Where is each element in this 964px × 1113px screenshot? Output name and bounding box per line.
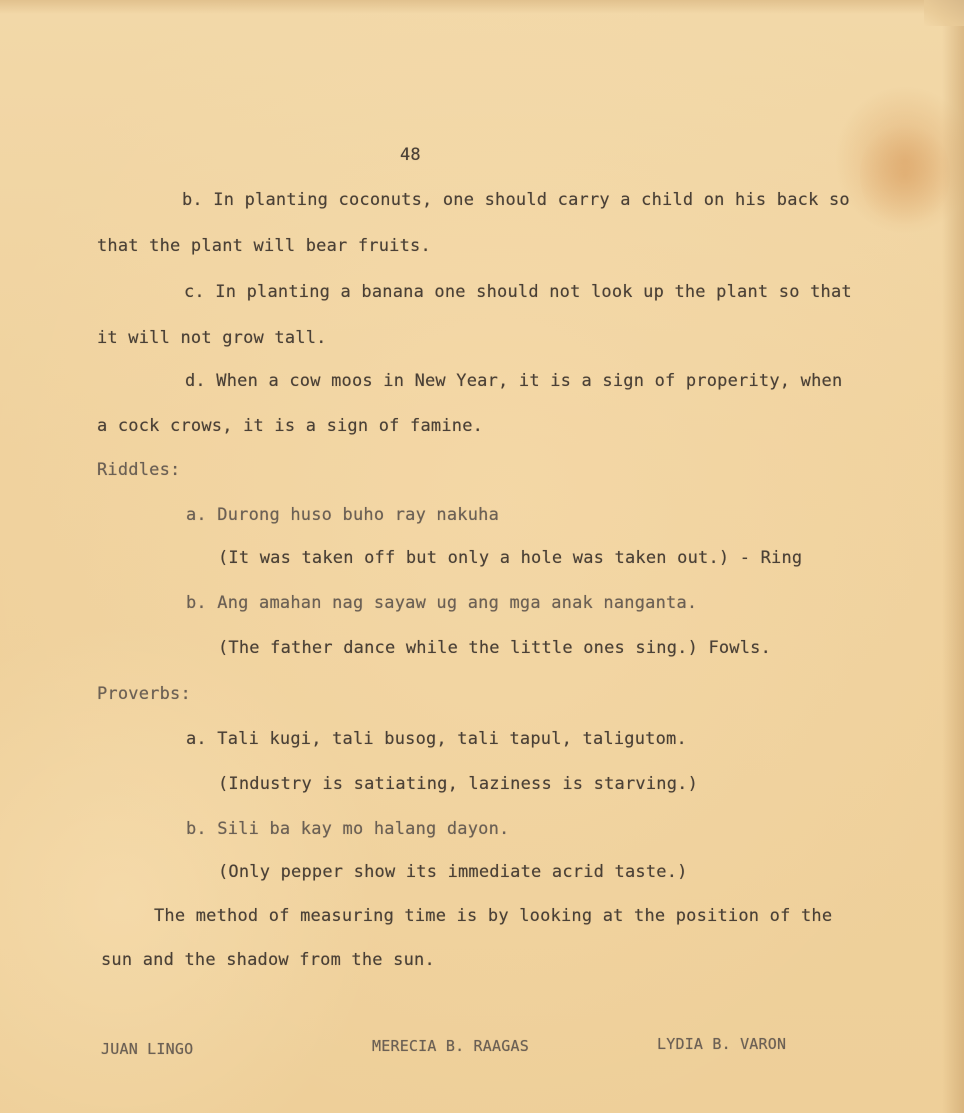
signatory-name: LYDIA B. VARON xyxy=(657,1035,787,1053)
paper-corner-fold xyxy=(924,0,964,26)
riddle-line: (It was taken off but only a hole was taken out.) - Ring xyxy=(218,548,803,568)
belief-line: it will not grow tall. xyxy=(97,328,327,348)
proverb-line: b. Sili ba kay mo halang dayon. xyxy=(186,819,510,839)
belief-line: d. When a cow moos in New Year, it is a sign of properity, when xyxy=(185,371,843,391)
page-number: 48 xyxy=(400,145,421,165)
riddle-line: a. Durong huso buho ray nakuha xyxy=(186,505,500,525)
proverb-line: (Industry is satiating, laziness is starving.) xyxy=(218,774,699,794)
paper-stain xyxy=(860,120,950,230)
riddles-heading: Riddles: xyxy=(97,460,181,480)
proverb-line: a. Tali kugi, tali busog, tali tapul, taligutom. xyxy=(186,729,687,749)
riddle-line: b. Ang amahan nag sayaw ug ang mga anak nanganta. xyxy=(186,593,698,613)
belief-line: a cock crows, it is a sign of famine. xyxy=(97,416,484,436)
signatory-name: JUAN LINGO xyxy=(101,1040,194,1058)
signatory-name: MERECIA B. RAAGAS xyxy=(372,1037,529,1055)
riddle-line: (The father dance while the little ones sing.) Fowls. xyxy=(218,638,772,658)
belief-line: c. In planting a banana one should not look up the plant so that xyxy=(184,282,852,302)
proverb-line: (Only pepper show its immediate acrid taste.) xyxy=(218,862,688,882)
time-method-line: The method of measuring time is by looking at the position of the xyxy=(154,906,833,926)
belief-line: b. In planting coconuts, one should carry a child on his back so xyxy=(182,190,850,210)
proverbs-heading: Proverbs: xyxy=(97,684,191,704)
time-method-line: sun and the shadow from the sun. xyxy=(101,950,435,970)
belief-line: that the plant will bear fruits. xyxy=(97,236,431,256)
paper-top-edge-shadow xyxy=(0,0,964,14)
